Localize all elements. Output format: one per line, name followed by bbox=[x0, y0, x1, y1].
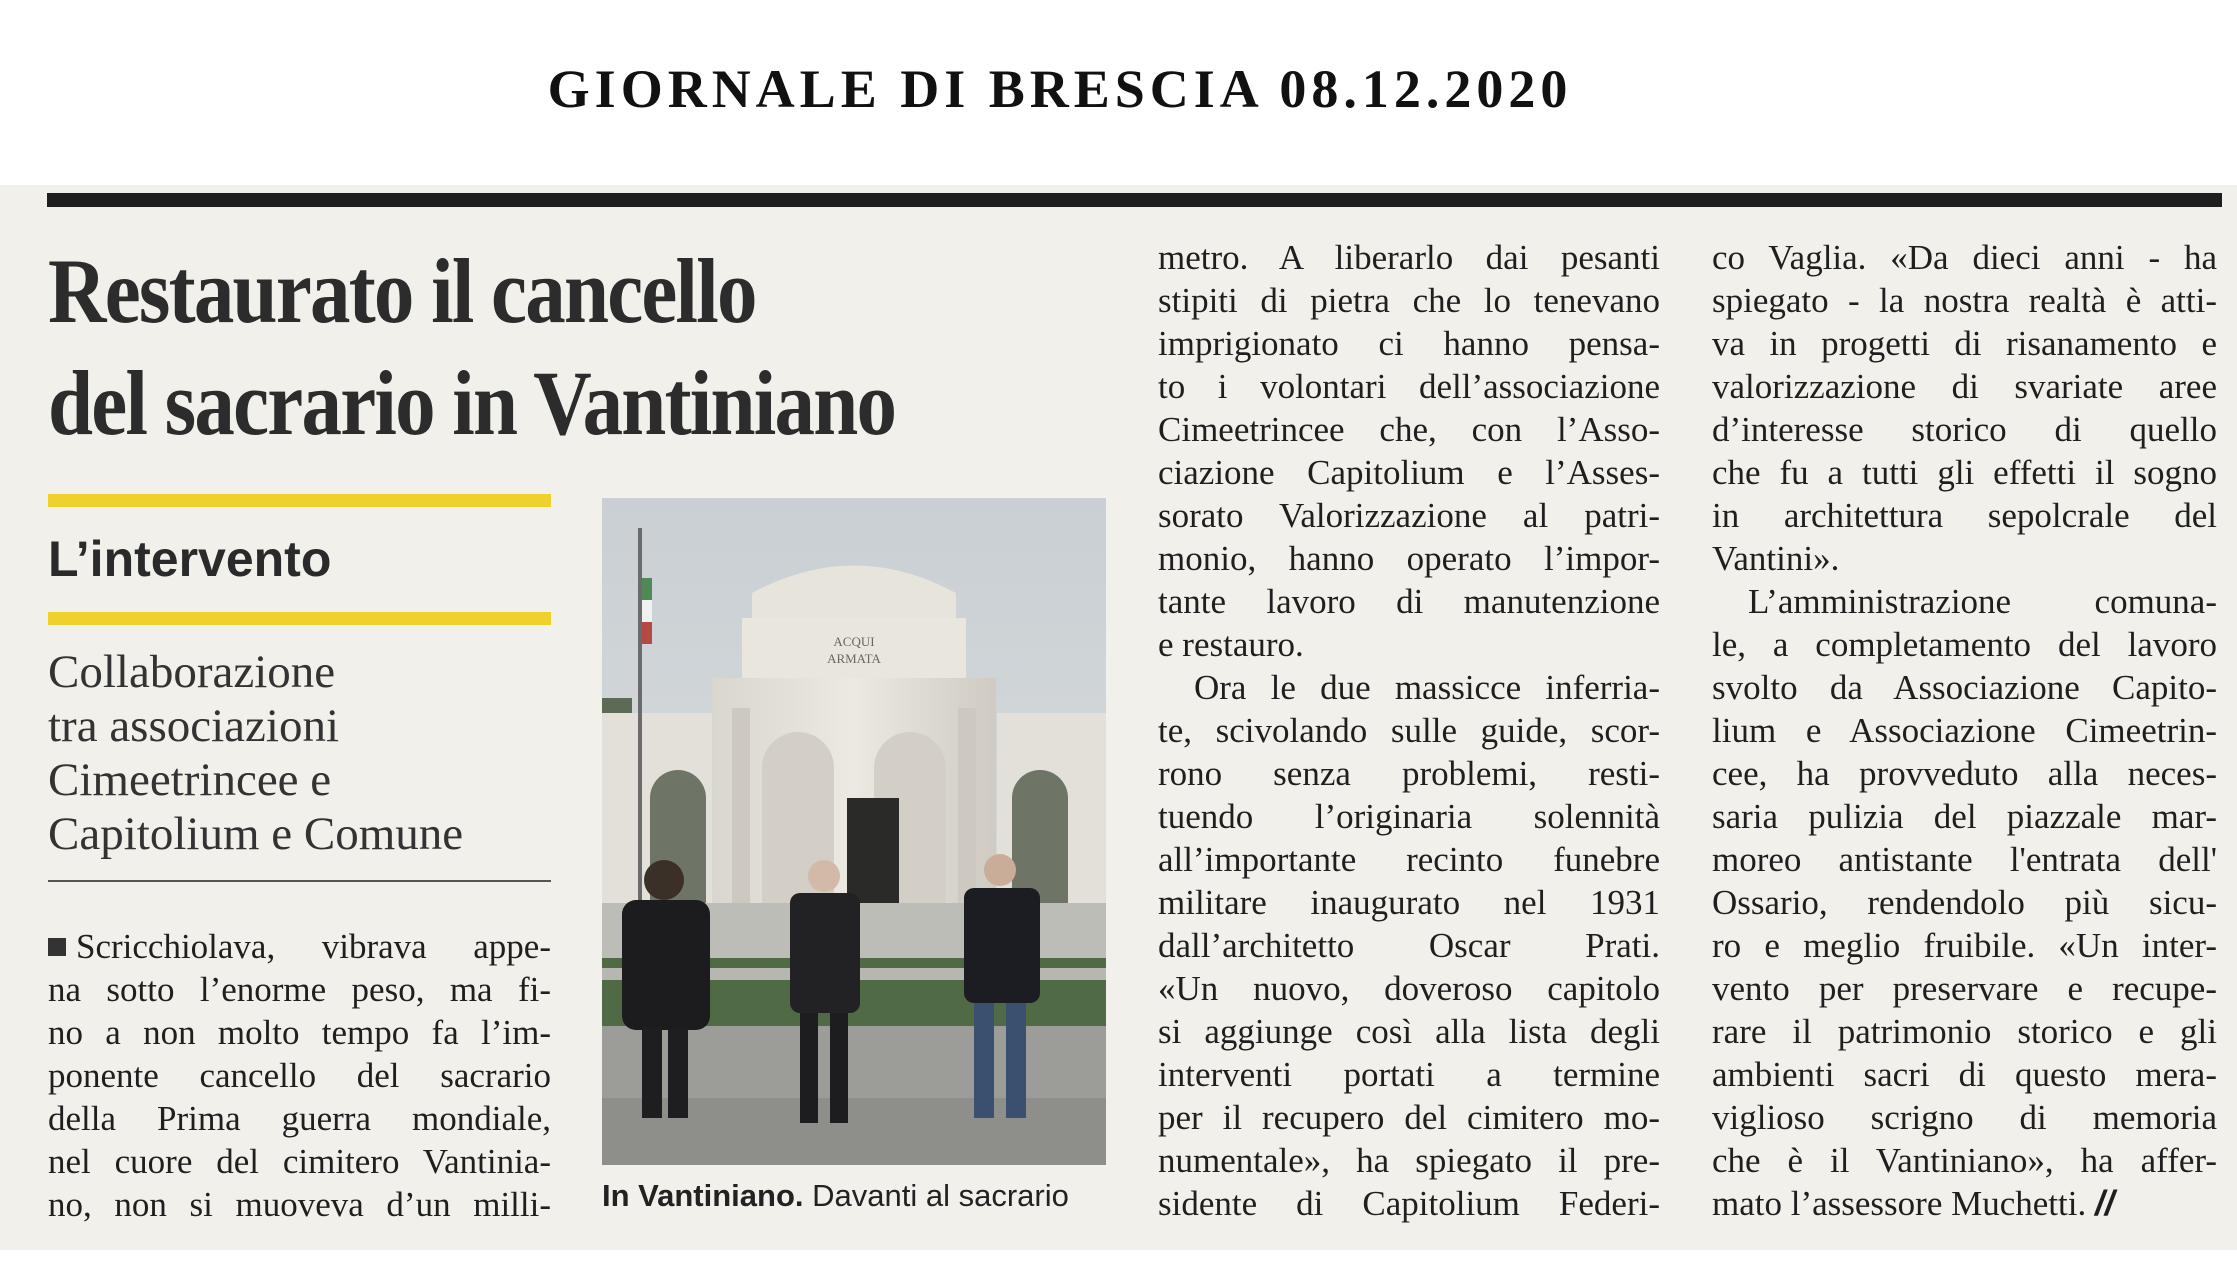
photo-caption bbox=[602, 1178, 1122, 1214]
body-line: sidente di Capitolium Federi- bbox=[1158, 1184, 1660, 1223]
body-line: mato l’assessore Muchetti. // bbox=[1712, 1184, 2115, 1223]
caption-bold: In Vantiniano. bbox=[602, 1178, 804, 1213]
body-line: che fu a tutti gli effetti il sogno bbox=[1712, 453, 2217, 492]
body-line: interventi portati a termine bbox=[1158, 1055, 1660, 1094]
body-line: co Vaglia. «Da dieci anni - ha bbox=[1712, 238, 2217, 277]
body-column-4 bbox=[1712, 236, 2217, 1225]
yellow-rule-top bbox=[48, 494, 551, 507]
body-line: te, scivolando sulle guide, scor- bbox=[1158, 711, 1660, 750]
body-line: stipiti di pietra che lo tenevano bbox=[1158, 281, 1660, 320]
body-line: le, a completamento del lavoro bbox=[1712, 625, 2217, 664]
body-line: no, non si muoveva d’un milli- bbox=[48, 1185, 551, 1224]
body-line: si aggiunge così alla lista degli bbox=[1158, 1012, 1660, 1051]
body-line: saria pulizia del piazzale mar- bbox=[1712, 797, 2217, 836]
yellow-rule-bottom bbox=[48, 612, 551, 625]
subhead-line: Cimeetrincee e bbox=[48, 754, 332, 806]
sacrario-photo bbox=[602, 498, 1106, 1165]
body-line: va in progetti di risanamento e bbox=[1712, 324, 2217, 363]
body-line: na sotto l’enorme peso, ma fi- bbox=[48, 970, 551, 1009]
top-rule bbox=[47, 193, 2222, 207]
subhead-rule bbox=[48, 880, 551, 882]
body-line: metro. A liberarlo dai pesanti bbox=[1158, 238, 1660, 277]
body-line: ponente cancello del sacrario bbox=[48, 1056, 551, 1095]
body-line: Vantini». bbox=[1712, 539, 1840, 578]
body-line: Cimeetrincee che, con l’Asso- bbox=[1158, 410, 1660, 449]
body-line: ciazione Capitolium e l’Asses- bbox=[1158, 453, 1660, 492]
body-line: in architettura sepolcrale del bbox=[1712, 496, 2217, 535]
body-line: «Un nuovo, doveroso capitolo bbox=[1158, 969, 1660, 1008]
body-line: per il recupero del cimitero mo- bbox=[1158, 1098, 1660, 1137]
body-line: ro e meglio fruibile. «Un inter- bbox=[1712, 926, 2217, 965]
body-line: no a non molto tempo fa l’im- bbox=[48, 1013, 551, 1052]
body-line: Ora le due massicce inferria- bbox=[1194, 668, 1660, 707]
photo-inscription: ARMATA bbox=[827, 651, 881, 666]
body-line: militare inaugurato nel 1931 bbox=[1158, 883, 1660, 922]
body-line: della Prima guerra mondiale, bbox=[48, 1099, 551, 1138]
body-line: lium e Associazione Cimeetrin- bbox=[1712, 711, 2217, 750]
subhead-line: Collaborazione bbox=[48, 646, 336, 698]
article-headline bbox=[48, 235, 981, 459]
body-line: Ossario, rendendolo più sicu- bbox=[1712, 883, 2217, 922]
body-line: vento per preservare e recupe- bbox=[1712, 969, 2217, 1008]
masthead bbox=[0, 0, 2237, 180]
article-subhead bbox=[48, 645, 568, 861]
body-line: d’interesse storico di quello bbox=[1712, 410, 2217, 449]
body-line: valorizzazione di svariate aree bbox=[1712, 367, 2217, 406]
body-line: to i volontari dell’associazione bbox=[1158, 367, 1660, 406]
body-line: tante lavoro di manutenzione bbox=[1158, 582, 1660, 621]
body-line: viglioso scrigno di memoria bbox=[1712, 1098, 2217, 1137]
body-line: imprigionato ci hanno pensa- bbox=[1158, 324, 1660, 363]
body-line: dall’architetto Oscar Prati. bbox=[1158, 926, 1660, 965]
body-line: e restauro. bbox=[1158, 625, 1304, 664]
bullet-square-icon bbox=[48, 938, 66, 956]
body-line: cee, ha provveduto alla neces- bbox=[1712, 754, 2217, 793]
body-line: Scricchiolava, vibrava appe- bbox=[48, 925, 551, 968]
body-line: rare il patrimonio storico e gli bbox=[1712, 1012, 2217, 1051]
body-line: sorato Valorizzazione al patri- bbox=[1158, 496, 1660, 535]
body-line: numentale», ha spiegato il pre- bbox=[1158, 1141, 1660, 1180]
body-column-1 bbox=[48, 925, 551, 1226]
body-line: che è il Vantiniano», ha affer- bbox=[1712, 1141, 2217, 1180]
body-line: svolto da Associazione Capito- bbox=[1712, 668, 2217, 707]
body-line: nel cuore del cimitero Vantinia- bbox=[48, 1142, 551, 1181]
section-kicker: L’intervento bbox=[48, 531, 332, 587]
body-line: moreo antistante l'entrata dell' bbox=[1712, 840, 2217, 879]
subhead-line: Capitolium e Comune bbox=[48, 808, 464, 860]
body-line: ambienti sacri di questo mera- bbox=[1712, 1055, 2217, 1094]
caption-text: Davanti al sacrario bbox=[803, 1178, 1069, 1213]
photo-inscription: ACQUI bbox=[833, 634, 875, 649]
body-line: spiegato - la nostra realtà è atti- bbox=[1712, 281, 2217, 320]
body-line: monio, hanno operato l’impor- bbox=[1158, 539, 1660, 578]
body-line: tuendo l’originaria solennità bbox=[1158, 797, 1660, 836]
body-column-3 bbox=[1158, 236, 1660, 1225]
masthead-title: GIORNALE DI BRESCIA 08.12.2020 bbox=[547, 59, 1573, 119]
headline-line: del sacrario in Vantiniano bbox=[48, 352, 896, 454]
body-line: L’amministrazione comuna- bbox=[1748, 582, 2217, 621]
subhead-line: tra associazioni bbox=[48, 700, 340, 752]
body-line: rono senza problemi, resti- bbox=[1158, 754, 1660, 793]
body-line: all’importante recinto funebre bbox=[1158, 840, 1660, 879]
headline-line: Restaurato il cancello bbox=[48, 240, 756, 342]
end-mark: // bbox=[2094, 1184, 2115, 1223]
